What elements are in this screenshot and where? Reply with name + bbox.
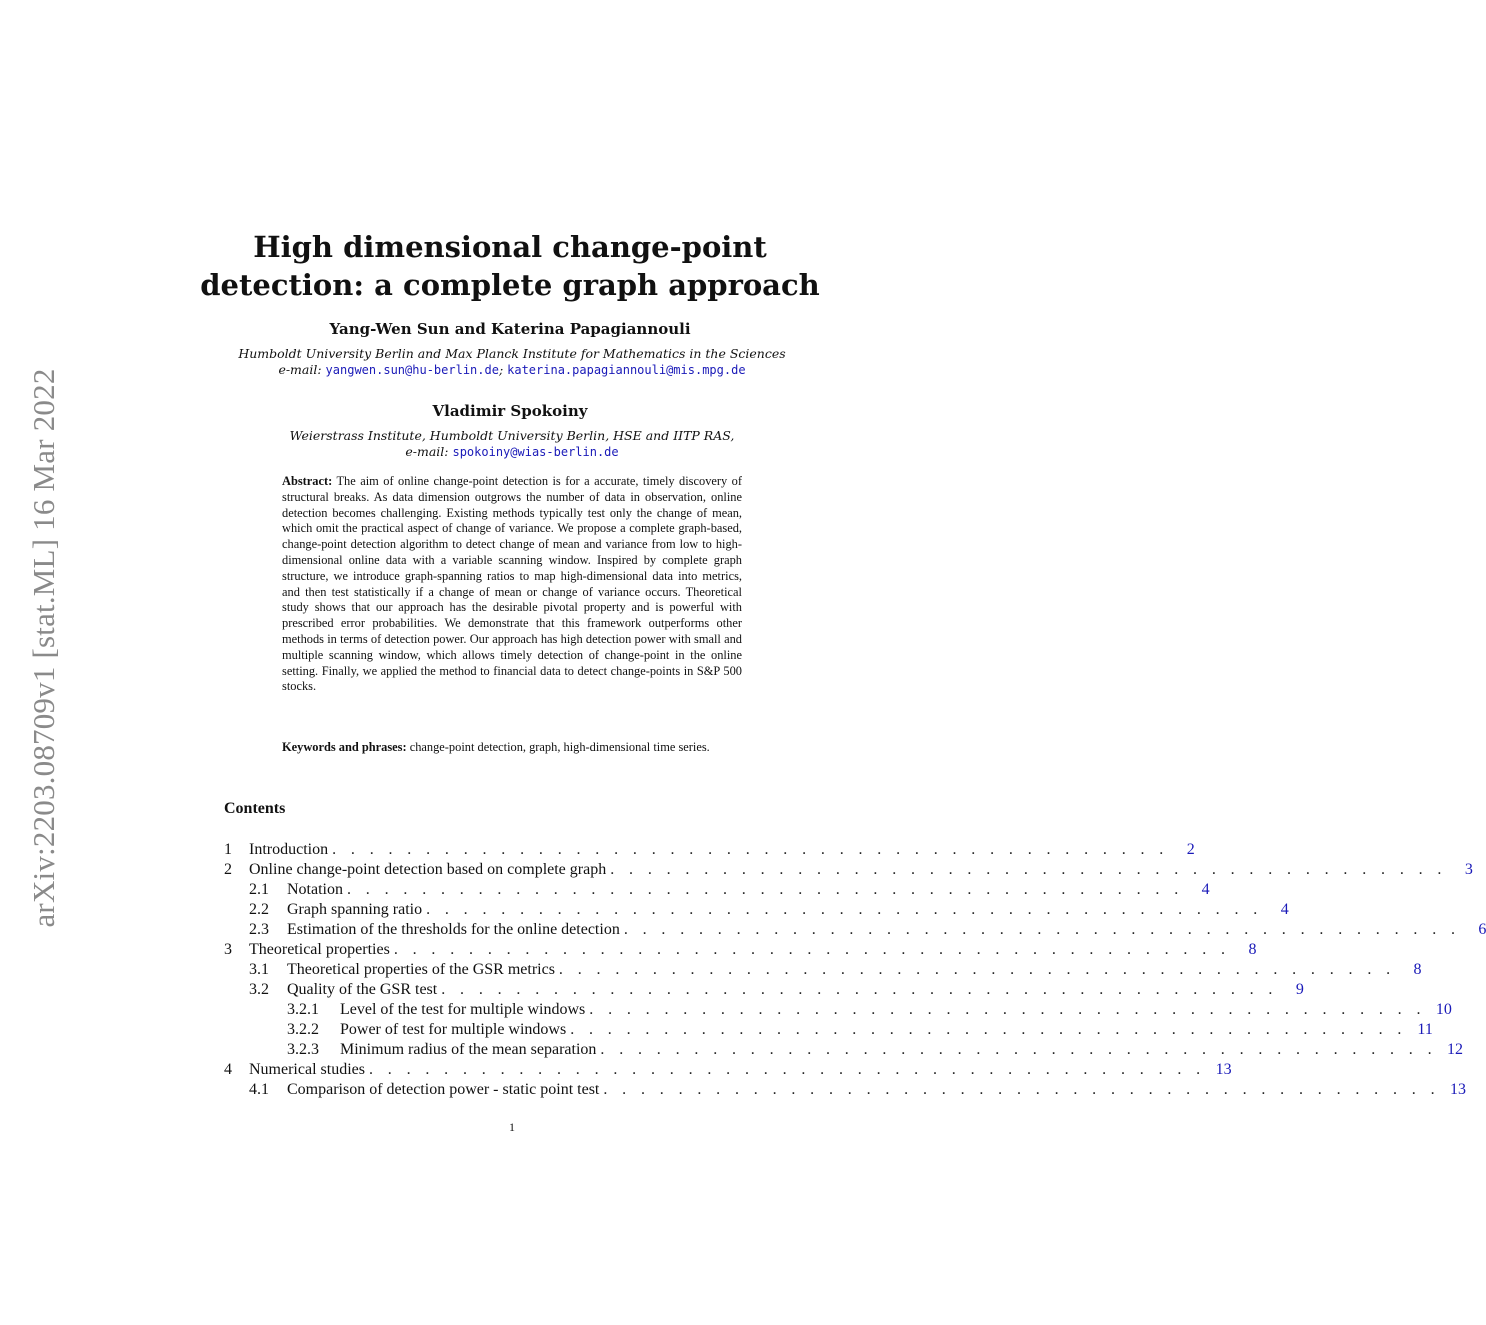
- toc-number: 2.1: [249, 881, 269, 898]
- abstract: [282, 474, 742, 695]
- toc-entry[interactable]: [224, 900, 1289, 920]
- title-line-2: detection: a complete graph approach: [200, 268, 820, 302]
- toc-title: Quality of the GSR test: [287, 980, 441, 1000]
- toc-number: 3.2.3: [287, 1041, 319, 1058]
- authors: Yang-Wen Sun and Katerina Papagiannouli: [329, 320, 691, 338]
- arxiv-identifier-stamp: arXiv:2203.08709v1 [stat.ML] 16 Mar 2022: [26, 368, 61, 928]
- toc-entry[interactable]: [224, 860, 1473, 880]
- toc-number: 2.3: [249, 921, 269, 938]
- toc-number: 4.1: [249, 1081, 269, 1098]
- toc-leader-dots: . . . . . . . . . . . . . . . . . . . . . . . . . . . . . . . . . . . . . . . . . . . . .: [603, 1081, 1440, 1098]
- email-separator: ;: [498, 362, 508, 377]
- toc-leader-dots: . . . . . . . . . . . . . . . . . . . . . . . . . . . . . . . . . . . . . . . . . . . . .: [393, 941, 1231, 958]
- toc-page-link[interactable]: 9: [1295, 981, 1304, 998]
- email-line-1: [180, 362, 844, 378]
- toc-leader-dots: . . . . . . . . . . . . . . . . . . . . . . . . . . . . . . . . . . . . . . . . . . . . .: [600, 1041, 1437, 1058]
- toc-title: Theoretical properties of the GSR metrics: [287, 960, 559, 980]
- toc-entry[interactable]: [224, 1020, 1433, 1040]
- toc-leader-dots: . . . . . . . . . . . . . . . . . . . . . . . . . . . . . . . . . . . . . . . . . . . . .: [610, 861, 1447, 878]
- toc-title: Minimum radius of the mean separation: [340, 1040, 600, 1060]
- email-link-papagiannouli[interactable]: katerina.papagiannouli@mis.mpg.de: [507, 363, 746, 377]
- toc-page-link[interactable]: 8: [1248, 941, 1257, 958]
- keywords-label: Keywords and phrases:: [282, 740, 407, 754]
- toc-entry[interactable]: [224, 960, 1422, 980]
- toc-title: Theoretical properties: [249, 940, 394, 960]
- keywords-text: change-point detection, graph, high-dimensional time series.: [409, 740, 710, 754]
- toc-title: Online change-point detection based on complete graph: [249, 860, 610, 880]
- toc-title: Numerical studies: [249, 1060, 369, 1080]
- toc-entry[interactable]: [224, 1080, 1466, 1100]
- toc-leader-dots: . . . . . . . . . . . . . . . . . . . . . . . . . . . . . . . . . . . . . . . . . . . . .: [368, 1061, 1206, 1078]
- toc-number: 4: [224, 1061, 232, 1078]
- affiliation-2: Weierstrass Institute, Humboldt University Berlin, HSE and IITP RAS,: [289, 428, 735, 443]
- toc-title: Introduction: [249, 840, 332, 860]
- toc-page-link[interactable]: 2: [1186, 841, 1195, 858]
- toc-title: Level of the test for multiple windows: [340, 1000, 589, 1020]
- toc-title: Power of test for multiple windows: [340, 1020, 570, 1040]
- toc-page-link[interactable]: 6: [1478, 921, 1486, 938]
- toc-title: Graph spanning ratio: [287, 900, 426, 920]
- toc-page-link[interactable]: 12: [1447, 1041, 1463, 1058]
- toc-page-link[interactable]: 10: [1435, 1001, 1452, 1018]
- affiliation-block-2: [180, 428, 844, 460]
- toc-number: 3.2.2: [287, 1021, 319, 1038]
- abstract-text: The aim of online change-point detection is for a accurate, timely discovery of structural breaks. As data dimension outgrows the number of data in observation, online detection becomes challenging. Existing methods typically test only the change of mean, which omit the practical aspect of change of variance. We propose a complete graph-based, change-point detection algorithm to detect change of mean and variance from low to high-dimensional online data with a variable scanning window. Inspired by complete graph structure, we introduce graph-spanning ratios to map high-dimensional data into metrics, and then test statistically if a change of mean or change of variance occurs. Theoretical study shows that our approach has the desirable pivotal property and is powerful with prescribed error probabilities. We demonstrate that this framework outperforms other methods in terms of detection power. Our approach has high detection power with small and multiple scanning window, which allows timely detection of change-point in the online setting. Finally, we applied the method to financial data to detect change-points in S&P 500 stocks.: [282, 474, 742, 694]
- email-label: e-mail:: [278, 362, 326, 377]
- abstract-label: Abstract:: [282, 474, 333, 488]
- author-spokoiny: Vladimir Spokoiny: [432, 402, 588, 420]
- toc-page-link[interactable]: 11: [1417, 1021, 1433, 1038]
- toc-leader-dots: . . . . . . . . . . . . . . . . . . . . . . . . . . . . . . . . . . . . . . . . . . . . .: [332, 841, 1169, 858]
- page-number: 1: [509, 1120, 515, 1134]
- toc-page-link[interactable]: 3: [1464, 861, 1473, 878]
- toc-leader-dots: . . . . . . . . . . . . . . . . . . . . . . . . . . . . . . . . . . . . . . . . . . . . .: [426, 901, 1263, 918]
- toc-leader-dots: . . . . . . . . . . . . . . . . . . . . . . . . . . . . . . . . . . . . . . . . . . . . .: [558, 961, 1396, 978]
- table-of-contents: [224, 840, 1486, 1100]
- toc-page-link[interactable]: 4: [1280, 901, 1289, 918]
- toc-entry[interactable]: [224, 1000, 1452, 1020]
- toc-leader-dots: . . . . . . . . . . . . . . . . . . . . . . . . . . . . . . . . . . . . . . . . . . . . .: [570, 1021, 1407, 1038]
- toc-page-link[interactable]: 4: [1201, 881, 1210, 898]
- toc-number: 3.2: [249, 981, 269, 998]
- affiliation-1: Humboldt University Berlin and Max Planck Institute for Mathematics in the Sciences: [238, 346, 786, 361]
- keywords: [282, 740, 742, 756]
- toc-page-link[interactable]: 13: [1449, 1081, 1466, 1098]
- paper-title: [180, 228, 840, 304]
- toc-entry[interactable]: [224, 920, 1486, 940]
- toc-page-link[interactable]: 8: [1413, 961, 1422, 978]
- toc-entry[interactable]: [224, 840, 1195, 860]
- toc-entry[interactable]: [224, 1040, 1463, 1060]
- title-line-1: High dimensional change-point: [253, 230, 767, 264]
- toc-entry[interactable]: [224, 980, 1304, 1000]
- toc-number: 2.2: [249, 901, 269, 918]
- toc-leader-dots: . . . . . . . . . . . . . . . . . . . . . . . . . . . . . . . . . . . . . . . . . . . . .: [347, 881, 1184, 898]
- toc-title: Comparison of detection power - static point test: [287, 1080, 603, 1100]
- toc-number: 3: [224, 941, 232, 958]
- email-label: e-mail:: [405, 444, 453, 459]
- toc-title: Estimation of the thresholds for the online detection: [287, 920, 624, 940]
- toc-number: 3.1: [249, 961, 269, 978]
- toc-number: 3.2.1: [287, 1001, 319, 1018]
- toc-page-link[interactable]: 13: [1215, 1061, 1232, 1078]
- toc-entry[interactable]: [224, 1060, 1232, 1080]
- affiliation-block-1: [180, 346, 844, 378]
- email-link-sun[interactable]: yangwen.sun@hu-berlin.de: [325, 363, 499, 377]
- email-link-spokoiny[interactable]: spokoiny@wias-berlin.de: [452, 445, 619, 459]
- toc-leader-dots: . . . . . . . . . . . . . . . . . . . . . . . . . . . . . . . . . . . . . . . . . . . . .: [589, 1001, 1426, 1018]
- contents-heading: Contents: [224, 800, 286, 817]
- toc-number: 2: [224, 861, 232, 878]
- email-line-2: [180, 444, 844, 460]
- toc-title: Notation: [287, 880, 347, 900]
- toc-number: 1: [224, 841, 232, 858]
- toc-leader-dots: . . . . . . . . . . . . . . . . . . . . . . . . . . . . . . . . . . . . . . . . . . . . .: [623, 921, 1461, 938]
- toc-entry[interactable]: [224, 940, 1257, 960]
- toc-entry[interactable]: [224, 880, 1210, 900]
- toc-leader-dots: . . . . . . . . . . . . . . . . . . . . . . . . . . . . . . . . . . . . . . . . . . . . .: [441, 981, 1278, 998]
